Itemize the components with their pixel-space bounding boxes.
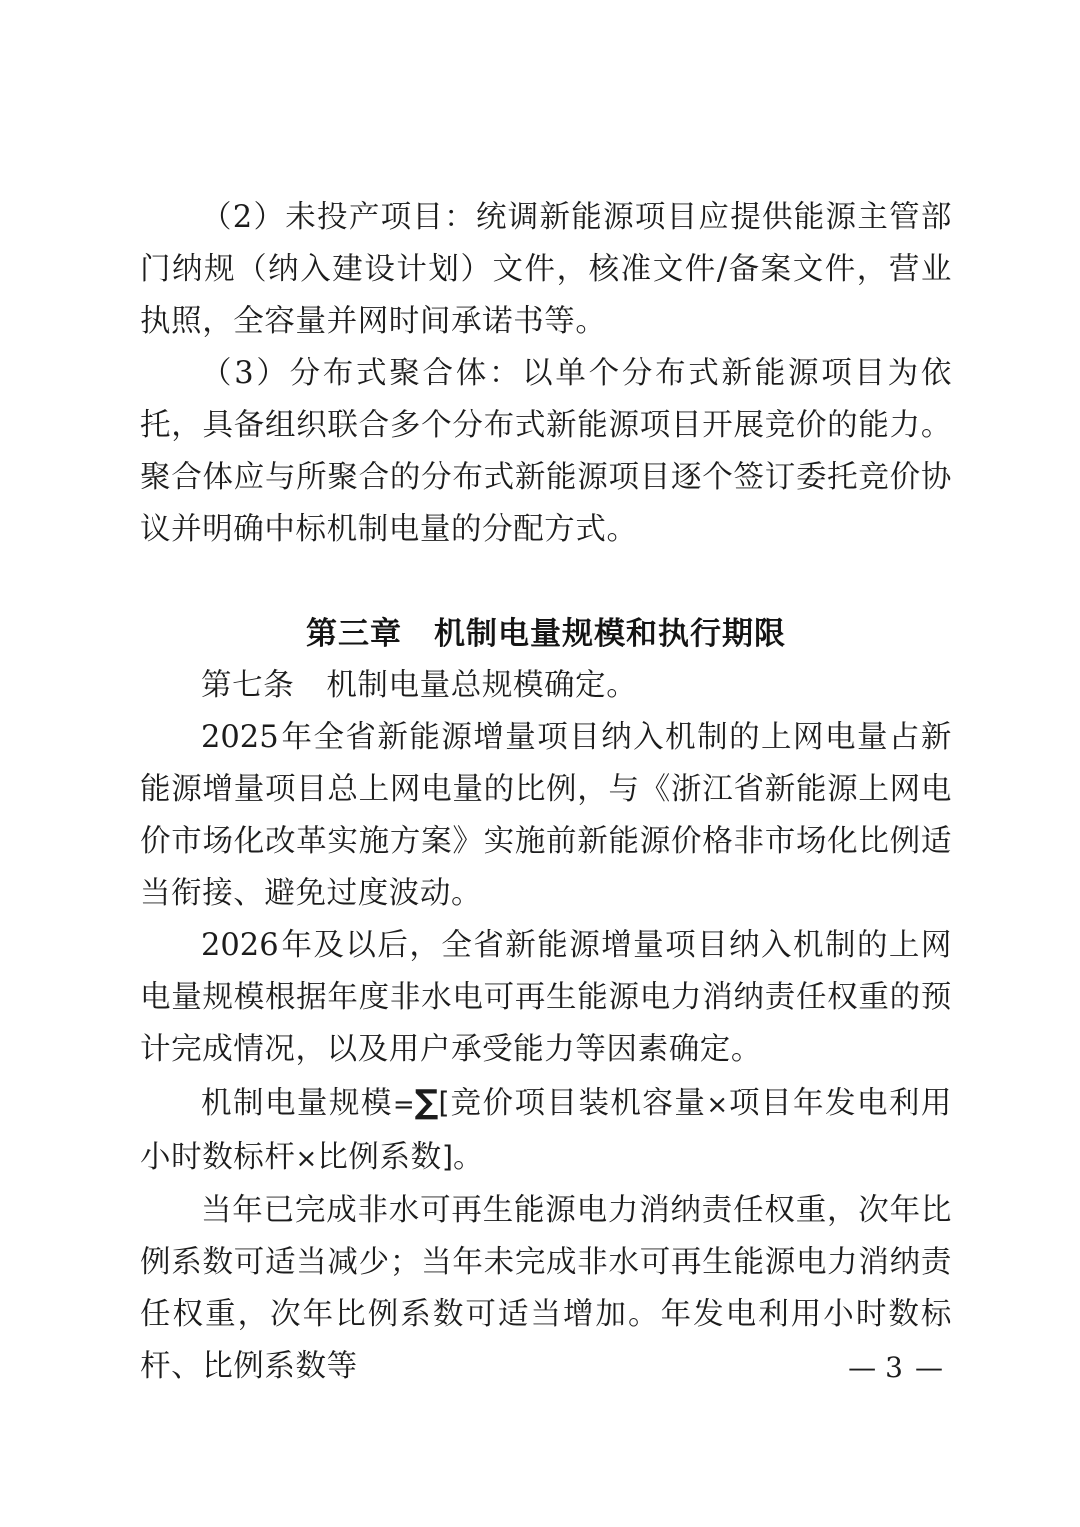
formula-term-3: 比例系数 (317, 1140, 442, 1175)
paragraph-item-3-distributed-aggregator: （3）分布式聚合体：以单个分布式新能源项目为依托，具备组织联合多个分布式新能源项目开展竞价的能力。聚合体应与所聚合的分布式新能源项目逐个签订委托竞价协议并明确中标机制电量的分配方式。 (140, 356, 952, 547)
paragraph-item-2-unbuilt-projects: （2）未投产项目：统调新能源项目应提供能源主管部门纳规（纳入建设计划）文件，核准文件/备案文件，营业执照，全容量并网时间承诺书等。 (140, 200, 952, 339)
page-number-value: 3 (885, 1351, 906, 1384)
summation-icon: ∑ (414, 1082, 439, 1121)
formula-term-1: 竞价项目装机容量 (449, 1086, 707, 1121)
formula-period: 。 (453, 1140, 485, 1175)
year-2026-text: 年及以后，全省新能源增量项目纳入机制的上网电量规模根据年度非水电可再生能源电力消纳责任权重的预计完成情况，以及用户承受能力等因素确定。 (140, 928, 952, 1067)
formula-close-bracket: ] (441, 1140, 454, 1174)
formula-times-2: × (295, 1144, 318, 1174)
year-2026-number: 2026 (201, 928, 279, 963)
formula-times-1: × (706, 1090, 729, 1120)
page-content (140, 192, 952, 1393)
formula-term-2: 项目年发电利用小时数标杆 (140, 1086, 952, 1175)
formula-lhs: 机制电量规模 (201, 1086, 393, 1121)
formula-open-bracket: [ (438, 1086, 450, 1120)
year-2025-number: 2025 (201, 720, 279, 755)
chapter-heading: 第三章 机制电量规模和执行期限 (306, 616, 786, 652)
formula-equals: = (392, 1090, 415, 1120)
footer-left-dash: — (848, 1351, 877, 1384)
paragraph-year-2025-scale (140, 712, 952, 920)
paragraph-year-2026-scale (140, 920, 952, 1076)
paragraph-coefficient-adjustment-rule: 当年已完成非水可再生能源电力消纳责任权重，次年比例系数可适当减少；当年未完成非水可再生能源电力消纳责任权重，次年比例系数可适当增加。年发电利用小时数标杆、比例系数等 (140, 1193, 952, 1384)
paragraph-formula (140, 1076, 952, 1185)
footer-right-dash: — (915, 1351, 943, 1384)
article-title: 机制电量总规模确定。 (326, 668, 638, 703)
paragraph-spacer (140, 556, 952, 608)
page-footer (140, 1348, 952, 1388)
article-line (140, 660, 952, 712)
year-2025-text: 年全省新能源增量项目纳入机制的上网电量占新能源增量项目总上网电量的比例，与《浙江省新能源上网电价市场化改革实施方案》实施前新能源价格非市场化比例适当衔接、避免过度波动。 (140, 720, 952, 911)
article-label: 第七条 (201, 668, 295, 703)
